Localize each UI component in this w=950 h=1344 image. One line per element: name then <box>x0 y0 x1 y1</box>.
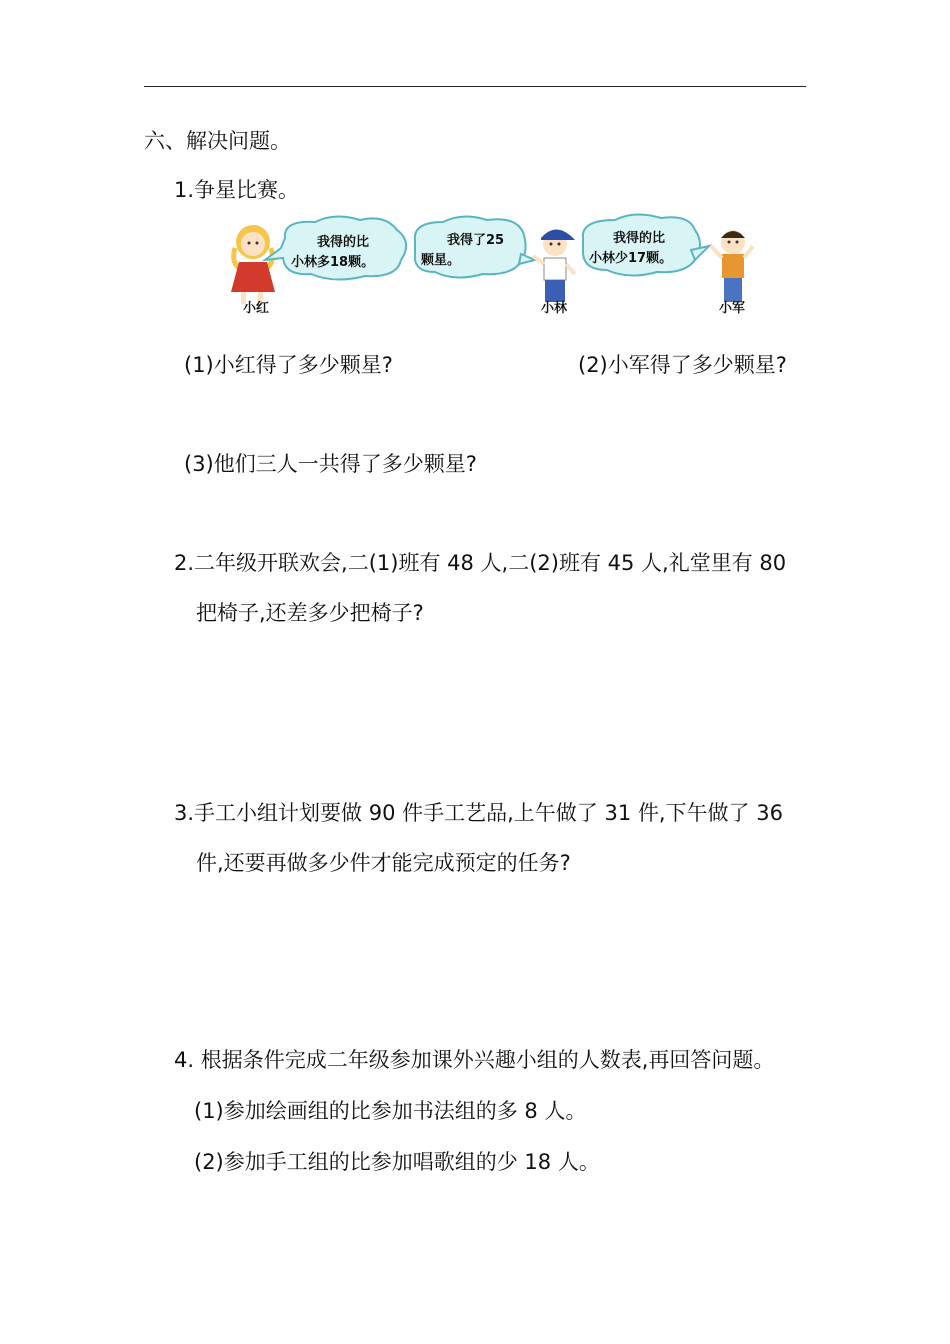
bubble-right-line2: 小林少17颗。 <box>589 251 673 266</box>
problem-1-question-2: (2)小军得了多少颗星? <box>578 353 787 377</box>
bubble-left-line1: 我得的比 <box>317 235 370 250</box>
speech-bubble-middle <box>415 216 535 277</box>
problem-2-line-1: 2.二年级开联欢会,二(1)班有 48 人,二(2)班有 45 人,礼堂里有 80 <box>174 551 787 575</box>
problem-4-condition-2: (2)参加手工组的比参加唱歌组的少 18 人。 <box>194 1150 600 1174</box>
problem-3-line-2: 件,还要再做多少件才能完成预定的任务? <box>196 851 571 875</box>
problem-4-condition-1: (1)参加绘画组的比参加书法组的多 8 人。 <box>194 1099 587 1123</box>
problem-2-line-2: 把椅子,还差多少把椅子? <box>196 601 424 625</box>
name-xiaolin: 小林 <box>541 301 568 316</box>
problem-1-question-3: (3)他们三人一共得了多少颗星? <box>184 452 477 476</box>
name-xiaojun: 小军 <box>719 301 746 316</box>
problem-1-title: 1.争星比赛。 <box>174 178 300 202</box>
bubble-right-line1: 我得的比 <box>613 231 666 246</box>
bubble-left-line2: 小林多18颗。 <box>291 255 375 270</box>
girl-xiaohong-figure <box>231 225 275 304</box>
header-rule <box>144 86 806 87</box>
problem-3-line-1: 3.手工小组计划要做 90 件手工艺品,上午做了 31 件,下午做了 36 <box>174 801 783 825</box>
name-xiaohong: 小红 <box>243 301 270 316</box>
bubble-middle-line2: 颗星。 <box>421 253 461 268</box>
section-title: 六、解决问题。 <box>144 129 291 153</box>
speech-bubble-right <box>583 214 709 275</box>
boy-xiaolin-figure <box>533 229 575 302</box>
star-contest-illustration <box>225 210 765 325</box>
problem-4-line-1: 4. 根据条件完成二年级参加课外兴趣小组的人数表,再回答问题。 <box>174 1048 775 1072</box>
bubble-middle-line1: 我得了25 <box>447 233 505 248</box>
problem-1-question-1: (1)小红得了多少颗星? <box>184 353 393 377</box>
boy-xiaojun-figure <box>711 230 753 302</box>
speech-bubble-left <box>265 216 406 279</box>
